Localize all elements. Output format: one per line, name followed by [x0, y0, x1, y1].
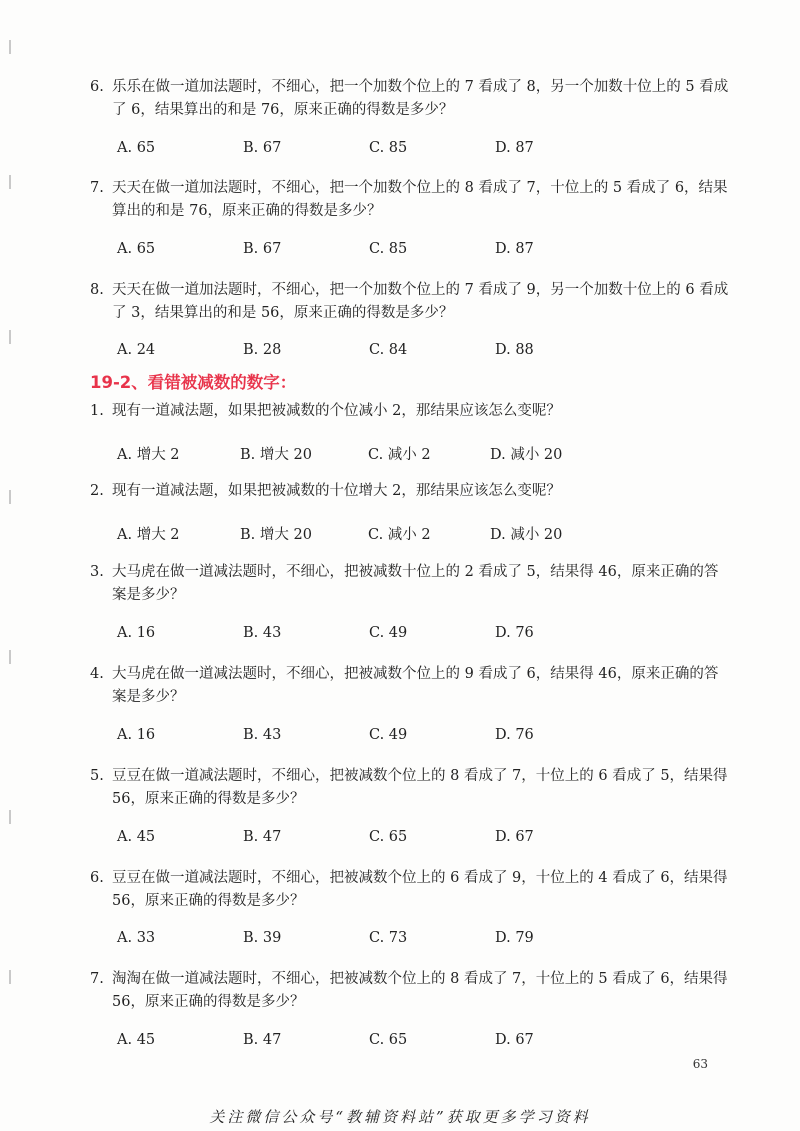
question-text: 天天在做一道加法题时，不细心，把一个加数个位上的 8 看成了 7，十位上的 5 看成了 6，结果算出的和是 76，原来正确的得数是多少？ — [112, 180, 728, 219]
option-b: B. 43 — [243, 727, 282, 743]
binding-mark — [9, 650, 11, 664]
question-number: 7. — [90, 971, 104, 987]
option-d: D. 67 — [495, 1032, 534, 1048]
option-c: C. 73 — [369, 930, 408, 946]
question-number: 8. — [90, 282, 104, 298]
option-d: D. 67 — [495, 829, 534, 845]
question-text: 天天在做一道加法题时，不细心，把一个加数个位上的 7 看成了 9，另一个加数十位上的 6 看成了 3，结果算出的和是 56，原来正确的得数是多少？ — [112, 282, 729, 321]
option-b: B. 增大 20 — [240, 527, 312, 543]
answer-options — [117, 443, 637, 465]
option-d: D. 88 — [495, 342, 534, 358]
question — [90, 663, 730, 709]
option-c: C. 85 — [369, 140, 408, 156]
option-a: A. 65 — [117, 241, 156, 257]
question-text: 豆豆在做一道减法题时，不细心，把被减数个位上的 6 看成了 9，十位上的 4 看成了 6，结果得 56，原来正确的得数是多少？ — [112, 870, 728, 909]
question — [90, 76, 730, 122]
answer-options — [117, 241, 637, 263]
option-a: A. 65 — [117, 140, 156, 156]
option-b: B. 39 — [243, 930, 282, 946]
question-number: 1. — [90, 403, 104, 419]
question — [90, 765, 730, 811]
question-text: 乐乐在做一道加法题时，不细心，把一个加数个位上的 7 看成了 8，另一个加数十位上的 5 看成了 6，结果算出的和是 76，原来正确的得数是多少？ — [112, 79, 729, 118]
binding-mark — [9, 810, 11, 824]
option-a: A. 增大 2 — [117, 447, 180, 463]
option-a: A. 33 — [117, 930, 156, 946]
option-a: A. 16 — [117, 625, 156, 641]
question-number: 6. — [90, 870, 104, 886]
question — [90, 400, 730, 423]
option-c: C. 85 — [369, 241, 408, 257]
answer-options — [117, 523, 637, 545]
option-a: A. 45 — [117, 829, 156, 845]
question-number: 2. — [90, 483, 104, 499]
option-c: C. 减小 2 — [368, 447, 431, 463]
option-c: C. 84 — [369, 342, 408, 358]
question-text: 大马虎在做一道减法题时，不细心，把被减数个位上的 9 看成了 6，结果得 46，原来正确的答案是多少？ — [112, 666, 719, 705]
option-d: D. 79 — [495, 930, 534, 946]
question — [90, 968, 730, 1014]
option-c: C. 65 — [369, 829, 408, 845]
option-a: A. 16 — [117, 727, 156, 743]
section-title: 19-2、看错被减数的数字： — [90, 373, 297, 392]
option-b: B. 47 — [243, 829, 282, 845]
option-c: C. 49 — [369, 625, 408, 641]
question-text: 现有一道减法题，如果把被减数的个位减小 2，那结果应该怎么变呢？ — [112, 403, 561, 419]
option-c: C. 减小 2 — [368, 527, 431, 543]
option-d: D. 减小 20 — [490, 527, 563, 543]
question — [90, 561, 730, 607]
answer-options — [117, 1032, 637, 1054]
question — [90, 480, 730, 503]
answer-options — [117, 930, 637, 952]
answer-options — [117, 625, 637, 647]
binding-mark — [9, 490, 11, 504]
question-text: 淘淘在做一道减法题时，不细心，把被减数个位上的 8 看成了 7，十位上的 5 看成了 6，结果得 56，原来正确的得数是多少？ — [112, 971, 728, 1010]
question — [90, 177, 730, 223]
option-b: B. 28 — [243, 342, 282, 358]
question — [90, 279, 730, 325]
binding-mark — [9, 970, 11, 984]
binding-mark — [9, 330, 11, 344]
answer-options — [117, 342, 637, 364]
option-d: D. 76 — [495, 625, 534, 641]
binding-mark — [9, 40, 11, 54]
question-text: 现有一道减法题，如果把被减数的十位增大 2，那结果应该怎么变呢？ — [112, 483, 561, 499]
option-d: D. 76 — [495, 727, 534, 743]
question-text: 大马虎在做一道减法题时，不细心，把被减数十位上的 2 看成了 5，结果得 46，原来正确的答案是多少？ — [112, 564, 719, 603]
page-number: 63 — [692, 1057, 708, 1071]
question-number: 4. — [90, 666, 104, 682]
binding-mark — [9, 175, 11, 189]
option-d: D. 87 — [495, 140, 534, 156]
answer-options — [117, 140, 637, 162]
question-number: 3. — [90, 564, 104, 580]
option-d: D. 减小 20 — [490, 447, 563, 463]
option-d: D. 87 — [495, 241, 534, 257]
option-b: B. 47 — [243, 1032, 282, 1048]
option-b: B. 增大 20 — [240, 447, 312, 463]
option-c: C. 49 — [369, 727, 408, 743]
answer-options — [117, 727, 637, 749]
question-number: 7. — [90, 180, 104, 196]
option-b: B. 43 — [243, 625, 282, 641]
question — [90, 867, 730, 913]
answer-options — [117, 829, 637, 851]
option-a: A. 增大 2 — [117, 527, 180, 543]
footer-note: 关注微信公众号“教辅资料站”获取更多学习资料 — [209, 1108, 591, 1126]
option-a: A. 45 — [117, 1032, 156, 1048]
question-number: 6. — [90, 79, 104, 95]
question-number: 5. — [90, 768, 104, 784]
option-c: C. 65 — [369, 1032, 408, 1048]
option-b: B. 67 — [243, 140, 282, 156]
question-text: 豆豆在做一道减法题时，不细心，把被减数个位上的 8 看成了 7，十位上的 6 看成了 5，结果得 56，原来正确的得数是多少？ — [112, 768, 728, 807]
option-a: A. 24 — [117, 342, 156, 358]
option-b: B. 67 — [243, 241, 282, 257]
